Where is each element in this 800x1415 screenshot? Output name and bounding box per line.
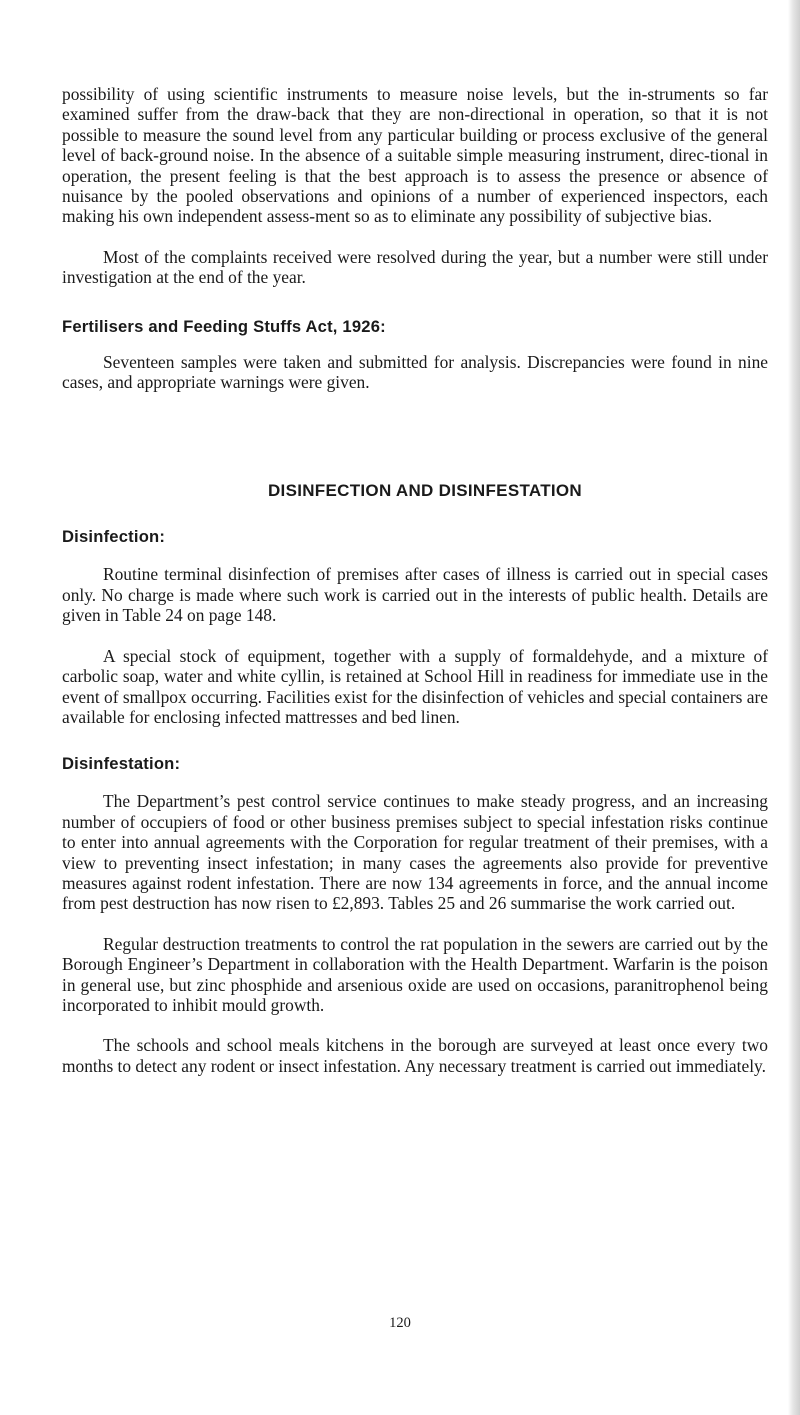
fertilisers-paragraph: Seventeen samples were taken and submitted for analysis. Discrepancies were found in nine cases, and appropriate warnings were given. <box>62 351 768 393</box>
disinfection-heading: Disinfection: <box>62 527 166 547</box>
document-page <box>62 84 768 1076</box>
disinfestation-paragraph-3: The schools and school meals kitchens in the borough are surveyed at least once every two months to detect any rodent or insect infestation. Any necessary treatment is carried out immediately. <box>62 1035 768 1076</box>
section-title: DISINFECTION AND DISINFESTATION <box>267 481 583 501</box>
disinfestation-heading: Disinfestation: <box>62 754 181 774</box>
disinfection-paragraph-2: A special stock of equipment, together with a supply of formaldehyde, and a mixture of carbolic soap, water and white cyllin, is retained at School Hill in readiness for immediate use in the event of smallpox occurring. Facilities exist for the disinfection of vehicles and special containers are available for enclosing infected mattresses and bed linen. <box>62 645 768 727</box>
page-number: 120 <box>389 1315 411 1331</box>
disinfection-paragraph-1: Routine terminal disinfection of premises after cases of illness is carried out in special cases only. No charge is made where such work is carried out in the interests of public health. Details are given in Table 24 on page 148. <box>62 564 768 626</box>
complaints-paragraph: Most of the complaints received were resolved during the year, but a number were still under investigation at the end of the year. <box>62 246 768 288</box>
disinfestation-paragraph-1: The Department’s pest control service continues to make steady progress, and an increasing number of occupiers of food or other business premises subject to special infestation risks continue to enter into annual agreements with the Corporation for regular treatment of their premises, with a view to preventing insect infestation; in many cases the agreements also provide for preventive measures against rodent infestation. There are now 134 agreements in force, and the annual income from pest destruction has now risen to £2,893. Tables 25 and 26 summarise the work carried out. <box>62 791 768 914</box>
page-edge-shadow <box>788 0 800 1415</box>
continued-paragraph: possibility of using scientific instruments to measure noise levels, but the in-struments so far examined suffer from the draw-back that they are non-directional in operation, so that it is not possible to measure the sound level from any particular building or process exclusive of the general level of back-ground noise. In the absence of a suitable simple measuring instrument, direc-tional in operation, the present feeling is that the best approach is to assess the presence or absence of nuisance by the pooled observations and opinions of a number of experienced inspectors, each making his own independent assess-ment so as to eliminate any possibility of subjective bias. <box>62 84 768 227</box>
fertilisers-heading: Fertilisers and Feeding Stuffs Act, 1926: <box>62 316 386 336</box>
disinfestation-paragraph-2: Regular destruction treatments to control the rat population in the sewers are carried out by the Borough Engineer’s Department in collaboration with the Health Department. Warfarin is the poison in general use, but zinc phosphide and arsenious oxide are used on occasions, paranitrophenol being incorporated to inhibit mould growth. <box>62 933 768 1015</box>
